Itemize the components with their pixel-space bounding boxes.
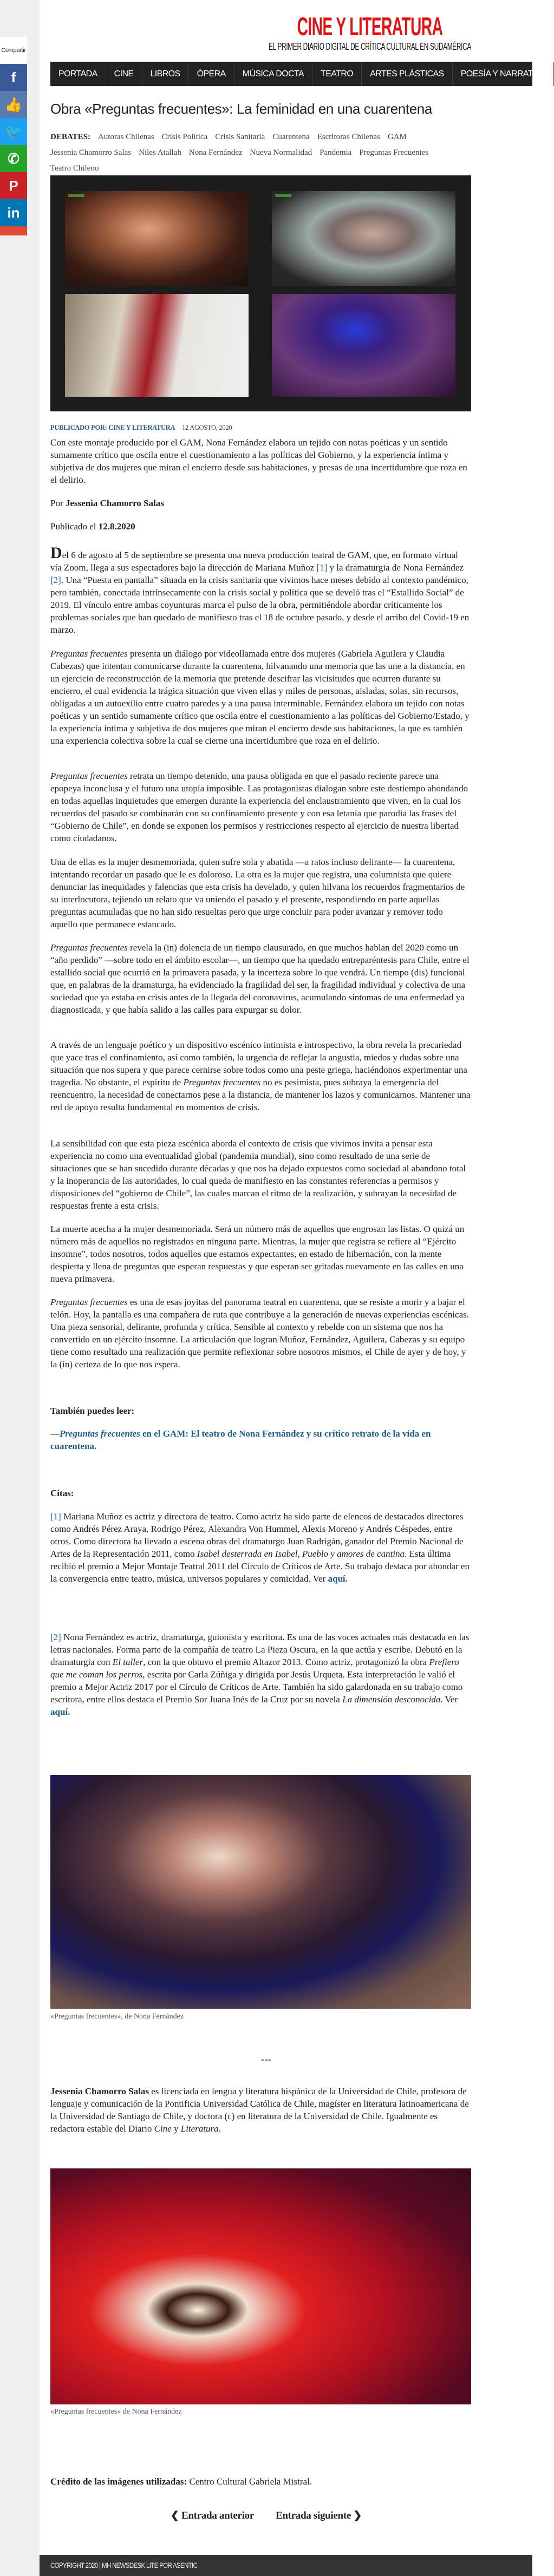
text-segment: , escrita por Carla Zúñiga y dirigida por Jesús Urqueta. Esta interpretación le valió el premio a Mejor Actriz 2017 por el Círculo de Críticos de Arte. También ha sido galardonada en su trabajo como escritora, entre ellos destaca el Premio Sor Juana Inés de la Cruz por su novela bbox=[50, 1669, 463, 1705]
pinterest-icon: P bbox=[9, 177, 18, 194]
inline-link[interactable]: aquí. bbox=[328, 1574, 348, 1584]
article-image-eye bbox=[50, 2168, 471, 2404]
whatsapp-share-button[interactable] bbox=[0, 145, 27, 172]
also-read-link[interactable] bbox=[50, 1427, 471, 1452]
text-segment: revela la (in) dolencia de un tiempo clausurado, en que muchos hablan del 2020 como un “año perdido” —sobre todo en el ámbito escolar—, un tiempo que ha quedado entreparéntesis para Chile, entre el estallido social que ocurrió en la primavera pasada, y la incerteza sobre lo que vendrá. Un tiempo (dis) funcional que, en palabras de la dramaturga, ha evidenciado la fragilidad del ser, la fragilidad individual y colectiva de una sociedad que ya estaba en crisis antes de la llegada del coronavirus, acumulando síntomas de una enfermedad ya diagnosticada, y que había salido a las calles para expurgar su dolor. bbox=[50, 942, 470, 1015]
text-segment: La muerte acecha a la mujer desmemoriada. Será un número más de aquellos que engrosan las listas. O quizá un número más de aquellos no registrados en ninguna parte. Mientras, la mujer que registra se refiere al “Ejército insomne”, todos nosotros, todos aquellos que estamos expectantes, en estado de hibernación, con la mente despierta y llena de preguntas que esperan respuestas y que esperan ser gritadas nuevamente en las calles en una nueva primavera. bbox=[50, 1224, 465, 1284]
text-segment: — bbox=[50, 1428, 60, 1439]
body-paragraph bbox=[50, 647, 471, 747]
share-label: Compartir bbox=[0, 37, 27, 64]
linkedin-share-button[interactable] bbox=[0, 199, 27, 226]
tag-link[interactable]: Cuarentena bbox=[272, 133, 310, 141]
like-icon: 👍 bbox=[4, 96, 23, 113]
footer bbox=[40, 2555, 532, 2576]
body-paragraph bbox=[50, 1223, 471, 1285]
facebook-icon: f bbox=[11, 69, 16, 86]
text-segment: Por bbox=[50, 498, 66, 508]
nav-item[interactable]: POESÍA Y NARRATIVA bbox=[453, 62, 554, 86]
emphasis: El taller bbox=[112, 1657, 144, 1667]
inline-link[interactable]: [2] bbox=[50, 1632, 61, 1642]
published-line bbox=[50, 520, 471, 533]
text-segment: el 6 de agosto al 5 de septiembre se presenta una nueva producción teatral de GAM, que, en formato virtual vía Zoom, llega a sus espectadores bajo la dirección de Mariana Muñoz bbox=[50, 550, 458, 573]
tag-link[interactable]: GAM bbox=[387, 133, 407, 141]
body-paragraph bbox=[50, 770, 471, 844]
text-segment: Una de ellas es la mujer desmemoriada, quien sufre sola y abatida —a ratos incluso delirante— la cuarentena, intentando recordar un pasado que le es doloroso. La otra es la mujer que registra, una columnista que quiere denunciar las inequidades y falencias que esta crisis ha develado, y quien hilvana los recuerdos fragmentarios de su interlocutora, tejiendo un relato que va uniendo el pasado y el presente, respondiendo en parte aquellas preguntas acumuladas que no han sido resueltas pero que urge concluir para poder avanzar y remover todo aquello que permanece estancado. bbox=[50, 857, 465, 929]
text-segment: retrata un tiempo detenido, una pausa obligada en que el pasado reciente parece una epopeya inconclusa y el futuro una utopía imposible. Las protagonistas dialogan sobre este destiempo ahondando en todas aquellas inquietudes que emergen durante la experiencia del enclaustramiento que viven, en la cual los recuerdos del pasado se combinarán con su confinamiento presente y con esa letanía que parodia las frases del “Gobierno de Chile”, en donde se exponen los permisos y restricciones respecto al ejercicio de nuestra libertad como ciudadanos. bbox=[50, 771, 468, 843]
video-panel bbox=[272, 294, 455, 397]
whatsapp-icon: ✆ bbox=[8, 150, 19, 167]
page-gutter bbox=[0, 0, 40, 2576]
author-bio bbox=[50, 2085, 471, 2135]
previous-post-link[interactable]: ❮ Entrada anterior bbox=[170, 2510, 254, 2521]
nav-item[interactable]: LIBROS bbox=[142, 62, 189, 86]
text-segment: es una de esas joyitas del panorama teatral en cuarentena, que se resiste a morir y a bajar el telón. Hoy, la pantalla es una compañera de ruta que contribuye a la generación de nuevas experiencias escénicas. Una pieza sensorial, delirante, profunda y crítica. Sensible al contexto y rebelde con un sistema que nos ha convertido en un ejército insomne. La articulación que logran Muñoz, Fernández, Aguilera, Cabezas y su equipo tiene como resultado una realización que permite reflexionar sobre nosotros mismos, el Chile de ayer y de hoy, y la (in) certeza de lo que nos espera. bbox=[50, 1297, 469, 1369]
emphasis: Prefiero que me coman los perros bbox=[50, 1657, 459, 1680]
nav-item[interactable]: PORTADA bbox=[50, 62, 106, 86]
footer-copyright: COPYRIGHT 2020 | MH NEWSDESK LITE POR ASENTIC bbox=[50, 2561, 198, 2570]
image-caption: «Preguntas frecuentes» de Nona Fernández bbox=[50, 2408, 182, 2416]
emphasis: Pueblo y amores de cantina bbox=[302, 1549, 405, 1559]
body-paragraph bbox=[50, 544, 471, 636]
body-paragraph bbox=[50, 1039, 471, 1113]
publish-date: 12 AGOSTO, 2020 bbox=[182, 424, 232, 431]
body-paragraph bbox=[50, 1296, 471, 1371]
text-segment: , bbox=[297, 1549, 302, 1559]
emphasis: Preguntas frecuentes bbox=[50, 648, 128, 659]
nav-item[interactable]: ARTES PLÁSTICAS bbox=[362, 62, 453, 86]
strong-text: Jessenia Chamorro Salas bbox=[65, 498, 164, 508]
site-tagline: EL PRIMER DIARIO DIGITAL DE CRÍTICA CULTURAL EN SUDAMÉRICA bbox=[269, 41, 471, 52]
nav-item[interactable]: CINE bbox=[106, 62, 142, 86]
next-post-link[interactable]: Entrada siguiente ❯ bbox=[275, 2510, 362, 2521]
article-image-portrait bbox=[50, 1775, 471, 2009]
facebook-share-button[interactable] bbox=[0, 64, 27, 91]
text-segment: . bbox=[218, 2123, 221, 2134]
article-lead bbox=[50, 436, 471, 486]
inline-link[interactable]: Preguntas frecuentes bbox=[60, 1428, 140, 1439]
nav-item[interactable]: ÓPERA bbox=[189, 62, 234, 86]
inline-link[interactable]: [1] bbox=[50, 1511, 61, 1522]
tag-link[interactable]: Crisis Política bbox=[161, 133, 208, 141]
body-paragraph bbox=[50, 1137, 471, 1212]
pinterest-share-button[interactable] bbox=[0, 172, 27, 199]
text-segment: no es pesimista, pues subraya la emergencia del reencuentro, la necesidad de conectarnos pese a la distancia, de mantener los lazos y comunicarnos. Mantener una red de apoyo resulta fundamental en momentos de crisis. bbox=[50, 1077, 471, 1112]
strong-text: Crédito de las imágenes utilizadas: bbox=[50, 2476, 187, 2487]
tag-link[interactable]: Autoras Chilenas bbox=[97, 133, 154, 141]
text-segment: . Una “Puesta en pantalla” situada en la crisis sanitaria que vivimos hace meses debido al contexto pandémico, pero también, conectada intrínsecamente con la crisis social y política que se develó tras el “Estallido Social” de 2019. El vínculo entre ambas coyunturas marca el pulso de la obra, permitiéndole abordar críticamente los problemas sociales que han quedado de manifiesto tras el 18 de octubre pasado, y desde el arribo del Covid-19 en marzo. bbox=[50, 575, 470, 635]
text-segment: presenta un diálogo por videollamada entre dos mujeres (Gabriela Aguilera y Claudia Cabezas) que intentan comunicarse durante la cuarentena, hilvanando una memoria que las une a la distancia, en un ejercicio de reconstrucción de la memoria que pretende descifrar las vicisitudes que ocurren durante su encierro, el cual evidencia la trágica situación que viven ellas y miles de personas, aisladas, solas, sin recursos, obligadas a un autoexilio entre cuatro paredes y a una pausa interminable. Fernández elabora un tejido con notas poéticas y un sentido sumamente crítico que oscila entre el cuestionamiento a las políticas del Gobierno/Estado, y la experiencia íntima y subjetiva de dos mujeres que miran el encierro desde sus habitaciones, la que es también una experiencia colectiva sobre la cual se cierne una incertidumbre que roza en el delirio. bbox=[50, 648, 470, 746]
tag-link[interactable]: Crisis Sanitaria bbox=[215, 133, 265, 141]
image-caption: «Preguntas frecuentes», de Nona Fernández bbox=[50, 2013, 184, 2021]
nav-item[interactable]: TEATRO bbox=[312, 62, 362, 86]
inline-link[interactable]: [1] bbox=[316, 562, 328, 573]
separator: *** bbox=[260, 2057, 272, 2065]
debates-label: DEBATES: bbox=[50, 133, 90, 141]
debates-tags bbox=[50, 129, 440, 176]
inline-link[interactable]: en el GAM: El teatro de Nona Fernández y su crítico retrato de la vida en cuarentena. bbox=[50, 1428, 431, 1451]
strong-text: Jessenia Chamorro Salas bbox=[50, 2086, 149, 2096]
twitter-share-button[interactable] bbox=[0, 118, 27, 145]
text-segment: Nona Fernández es actriz, dramaturga, guionista y escritora. Es una de las voces actuales más destacada en las letras nacionales. Forma parte de la compañía de teatro La Pieza Oscura, en la que actúa y escribe. Debutó en la dramaturgia con bbox=[50, 1632, 470, 1667]
tag-link[interactable]: Teatro Chileno bbox=[50, 164, 99, 173]
citation bbox=[50, 1510, 471, 1585]
also-read-heading: También puedes leer: bbox=[50, 1406, 135, 1416]
text-segment: A través de un lenguaje poético y un dispositivo escénico intimista e introspectivo, la obra revela la precariedad que yace tras el confinamiento, así como también, la urgencia de reflejar la angustia, miedos y dudas sobre una situación que nos supera y que parece cernirse sobre todos como una peste griega, haciéndonos experimentar una tragedia. No obstante, el espíritu de bbox=[50, 1040, 467, 1087]
video-panel bbox=[272, 191, 455, 286]
text-segment: es licenciada en lengua y literatura hispánica de la Universidad de Chile, profesora de lenguaje y comunicación de la Pontificia Universidad Católica de Chile, magíster en literatura latinoamericana de la Universidad de Santiago de Chile, y doctora (c) en literatura de la Universidad de Chile. Igualmente es redactora estable del Diario bbox=[50, 2086, 469, 2134]
emphasis: La dimensión desconocida bbox=[342, 1694, 441, 1705]
inline-link[interactable]: aquí. bbox=[50, 1707, 70, 1717]
text-segment: . Ver bbox=[440, 1694, 458, 1705]
main-nav bbox=[50, 62, 545, 86]
page-title: Obra «Preguntas frecuentes»: La feminidad en una cuarentena bbox=[50, 101, 432, 117]
site-logo[interactable]: CINE Y LITERATURA bbox=[297, 12, 443, 41]
emphasis: Cine bbox=[154, 2123, 172, 2134]
tag-link[interactable]: Preguntas Frecuentes bbox=[359, 148, 429, 157]
nav-item[interactable]: MÚSICA DOCTA bbox=[234, 62, 312, 86]
text-segment: . Esta última recibió el premio a Mejor Montaje Teatral 2011 del Círculo de Críticos de Arte. Su trabajo destaca por ahondar en la convergencia entre teatro, música, universos populares y comicidad. Ver bbox=[50, 1549, 470, 1584]
text-segment: Centro Cultural Gabriela Mistral. bbox=[187, 2476, 312, 2487]
body-paragraph bbox=[50, 941, 471, 1016]
strong-text: 12.8.2020 bbox=[98, 521, 135, 532]
text-segment: Mariana Muñoz es actriz y directora de teatro. Como actriz ha sido parte de elencos de destacados directores como Andrés Pérez Araya, Rodrigo Pérez, Alexandra Von Hummel, Alexis Moreno y Andrés Céspedes, entre otros. Como directora ha llevado a escena obras del dramaturgo Juan Radrigán, ganador del Premio Nacional de Artes de la Representación 2011, como bbox=[50, 1511, 464, 1559]
tag-link[interactable]: Jessenia Chamorro Salas bbox=[50, 148, 132, 157]
post-navigation bbox=[0, 2509, 532, 2522]
video-panel bbox=[65, 294, 249, 397]
image-credit bbox=[50, 2475, 471, 2488]
text-segment: , con la que obtuvo el premio Altazor 2013. Como actriz, protagonizó la obra bbox=[143, 1657, 429, 1667]
article-meta bbox=[50, 424, 232, 432]
tag-link[interactable]: Nueva Normalidad bbox=[250, 148, 312, 157]
published-by[interactable]: PUBLICADO POR: CINE Y LITERATURA bbox=[50, 424, 175, 431]
byline bbox=[50, 497, 471, 509]
tag-link[interactable]: Pandemia bbox=[320, 148, 352, 157]
emphasis: Preguntas frecuentes bbox=[50, 942, 128, 953]
emphasis: Literatura bbox=[180, 2123, 219, 2134]
inline-link[interactable]: [2] bbox=[50, 575, 61, 585]
body-paragraph bbox=[50, 856, 471, 930]
text-segment: Con este montaje producido por el GAM, Nona Fernández elabora un tejido con notas poéticas y un sentido sumamente crítico que oscila entre el cuestionamiento a las políticas del Gobierno, y la experiencia íntima y subjetiva de dos mujeres que miran el encierro desde sus habitaciones, y presas de una incertidumbre que roza en el delirio. bbox=[50, 437, 467, 485]
linkedin-icon: in bbox=[7, 204, 20, 221]
tag-link[interactable]: Escritoras Chilenas bbox=[317, 133, 380, 141]
twitter-icon: 🐦 bbox=[4, 123, 23, 140]
emphasis: Preguntas frecuentes bbox=[50, 771, 128, 781]
more-share-share-button[interactable] bbox=[0, 226, 27, 235]
citation bbox=[50, 1631, 471, 1718]
video-panel bbox=[65, 191, 249, 286]
emphasis: Isabel desterrada en Isabel bbox=[197, 1549, 298, 1559]
citations-heading: Citas: bbox=[50, 1488, 74, 1498]
share-sidebar bbox=[0, 37, 27, 235]
emphasis: Preguntas frecuentes bbox=[50, 1297, 128, 1307]
tag-link[interactable]: Nona Fernández bbox=[188, 148, 243, 157]
article-hero-image bbox=[50, 175, 471, 411]
text-segment: La sensibilidad con que esta pieza escénica aborda el contexto de crisis que vivimos invita a pensar esta experiencia no como una eventualidad global (pandemia mundial), sino como resultado de una serie de situaciones que se han sucedido durante décadas y que nos ha dejado expuestos como sociedad al abandono total y la inoperancia de las autoridades, lo cual queda de manifiesto en las constantes referencias a permisos y disposiciones del “gobierno de Chile”, las cuales marcan el ritmo de la realización, y subrayan la necesidad de respuestas frente a esta crisis. bbox=[50, 1138, 466, 1211]
text-segment: y la dramaturgia de Nona Fernández bbox=[327, 562, 464, 573]
text-segment: Publicado el bbox=[50, 521, 99, 532]
text-segment: y bbox=[171, 2123, 181, 2134]
tag-link[interactable]: Niles Atallah bbox=[139, 148, 181, 157]
drop-cap: D bbox=[50, 544, 62, 562]
like-share-button[interactable] bbox=[0, 91, 27, 118]
emphasis: Preguntas frecuentes bbox=[183, 1077, 261, 1087]
